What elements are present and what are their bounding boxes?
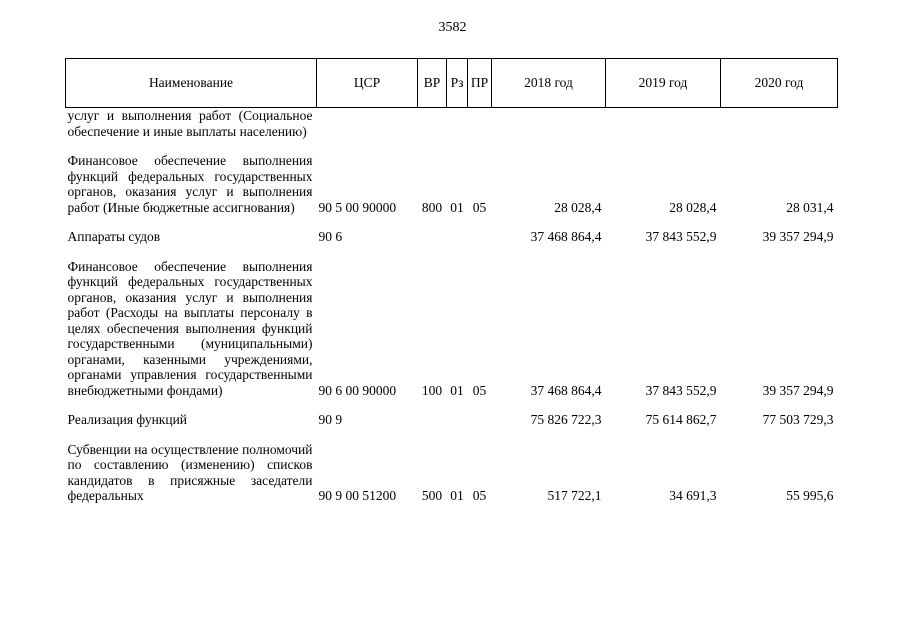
row-rz: 01 [450,488,464,503]
row-2020: 28 031,4 [786,199,834,215]
row-pr: 05 [472,488,487,503]
row-rz [447,412,468,428]
row-name: Реализация функций [67,412,188,427]
table-row [66,259,838,399]
row-2019: 75 614 862,7 [645,412,717,427]
header-csr: ЦСР [317,59,418,108]
row-name: Финансовое обеспечение выполнения функций федеральных государственных органов, оказания услуг и выполнения работ (Расходы на выплаты персоналу в целях обеспечения выполнения функций государственными (муниципальными) органами, казенными учреждениями, органами управления государственными внебюджетными фондами) [67,258,313,398]
row-2020: 77 503 729,3 [762,412,834,427]
row-csr: 90 5 00 90000 [318,199,397,215]
row-pr [468,108,492,140]
row-2019: 34 691,3 [669,488,717,503]
row-rz: 01 [450,382,464,398]
row-2019 [606,108,721,140]
header-pr: ПР [468,59,492,108]
header-name: Наименование [66,59,317,108]
table-row [66,108,838,140]
row-csr: 90 6 [318,229,343,244]
row-rz: 01 [450,199,464,215]
table-row [66,229,838,245]
row-vr [418,229,447,245]
row-2018: 28 028,4 [554,199,602,215]
row-name: услуг и выполнения работ (Социальное обеспечение и иные выплаты населению) [67,108,313,139]
row-2020: 55 995,6 [786,488,834,503]
header-2018: 2018 год [492,59,606,108]
budget-table [65,58,838,504]
row-name: Аппараты судов [67,229,161,244]
row-2018: 37 468 864,4 [530,382,602,398]
row-vr: 500 [421,488,443,503]
row-2018: 37 468 864,4 [530,229,602,244]
row-2019: 28 028,4 [669,199,717,215]
row-csr [317,108,418,140]
page-number: 3582 [438,20,467,35]
row-name: Субвенции на осуществление полномочий по составлению (изменению) списков кандидатов в присяжные заседатели федеральных [67,441,313,503]
row-2018: 75 826 722,3 [530,412,602,427]
row-vr: 100 [421,382,443,398]
row-2020 [721,108,838,140]
row-2020: 39 357 294,9 [762,382,834,398]
row-2018 [492,108,606,140]
row-name: Финансовое обеспечение выполнения функций федеральных государственных органов, оказания услуг и выполнения работ (Иные бюджетные ассигнования) [67,153,313,215]
row-csr: 90 9 [318,412,343,427]
header-2019: 2019 год [606,59,721,108]
row-pr: 05 [472,199,487,215]
table-row [66,153,838,215]
row-pr [468,229,492,245]
row-csr: 90 6 00 90000 [318,382,397,398]
row-2019: 37 843 552,9 [645,229,717,244]
table-header-row [66,59,838,108]
row-2019: 37 843 552,9 [645,382,717,398]
table-row [66,442,838,504]
header-2020: 2020 год [721,59,838,108]
row-rz [447,229,468,245]
table-row [66,412,838,428]
row-vr [418,412,447,428]
row-pr: 05 [472,382,487,398]
row-vr: 800 [421,199,443,215]
row-vr [418,108,447,140]
row-pr [468,412,492,428]
row-2020: 39 357 294,9 [762,229,834,244]
row-2018: 517 722,1 [547,488,602,503]
header-vr: ВР [418,59,447,108]
header-rz: Рз [447,59,468,108]
row-csr: 90 9 00 51200 [318,488,397,503]
row-rz [447,108,468,140]
